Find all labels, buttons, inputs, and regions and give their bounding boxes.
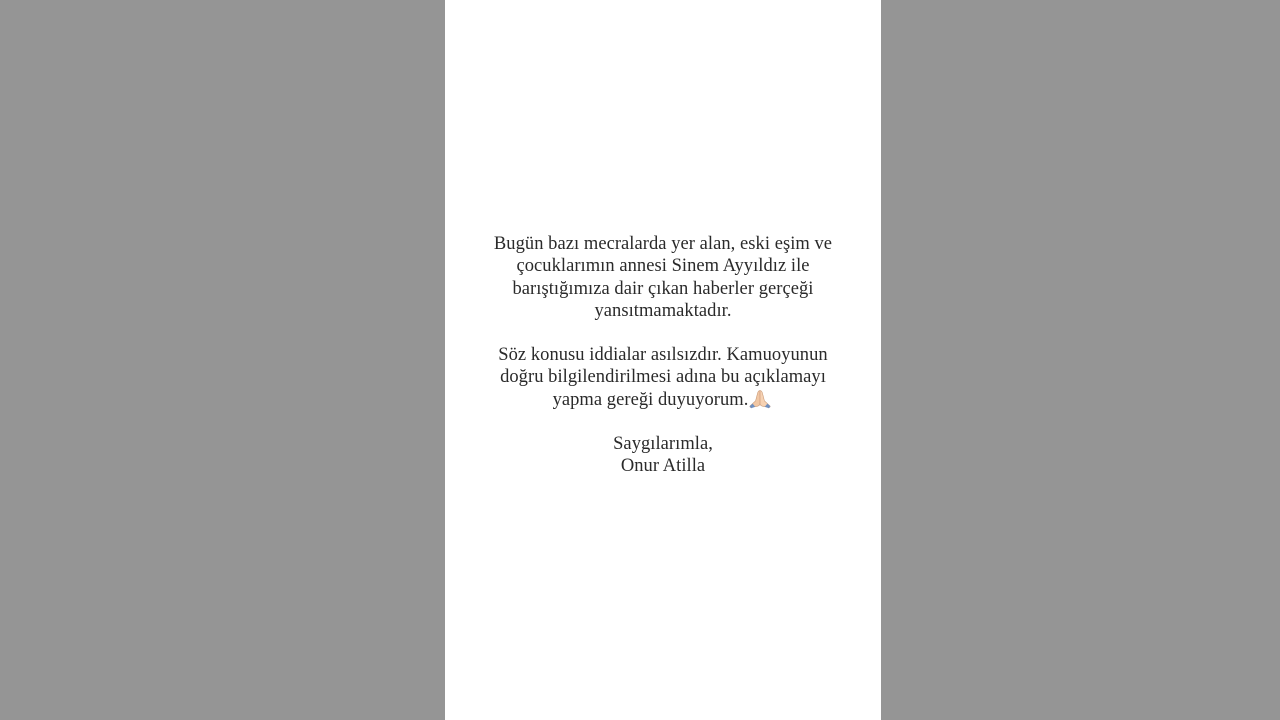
- statement-text: [445, 233, 881, 478]
- statement-line: çocuklarımın annesi Sinem Ayyıldız ile: [516, 256, 810, 277]
- statement-line: yansıtmamaktadır.: [594, 300, 732, 321]
- signature-name: Onur Atilla: [620, 456, 706, 477]
- statement-line: Söz konusu iddialar asılsızdır. Kamuoyunun: [498, 345, 828, 366]
- closing-text: Saygılarımla,: [613, 434, 713, 455]
- folded-hands-icon: [747, 389, 773, 409]
- statement-line: barıştığımıza dair çıkan haberler gerçeği: [512, 278, 814, 299]
- paragraph-gap: [445, 322, 881, 344]
- statement-line-with-emoji: [445, 389, 881, 411]
- paragraph-gap: [445, 411, 881, 433]
- statement-line: doğru bilgilendirilmesi adına bu açıklamayı: [500, 367, 826, 388]
- story-card: [445, 0, 881, 720]
- statement-line-text: yapma gereği duyuyorum.: [552, 389, 749, 410]
- statement-line: Bugün bazı mecralarda yer alan, eski eşim ve: [493, 234, 833, 254]
